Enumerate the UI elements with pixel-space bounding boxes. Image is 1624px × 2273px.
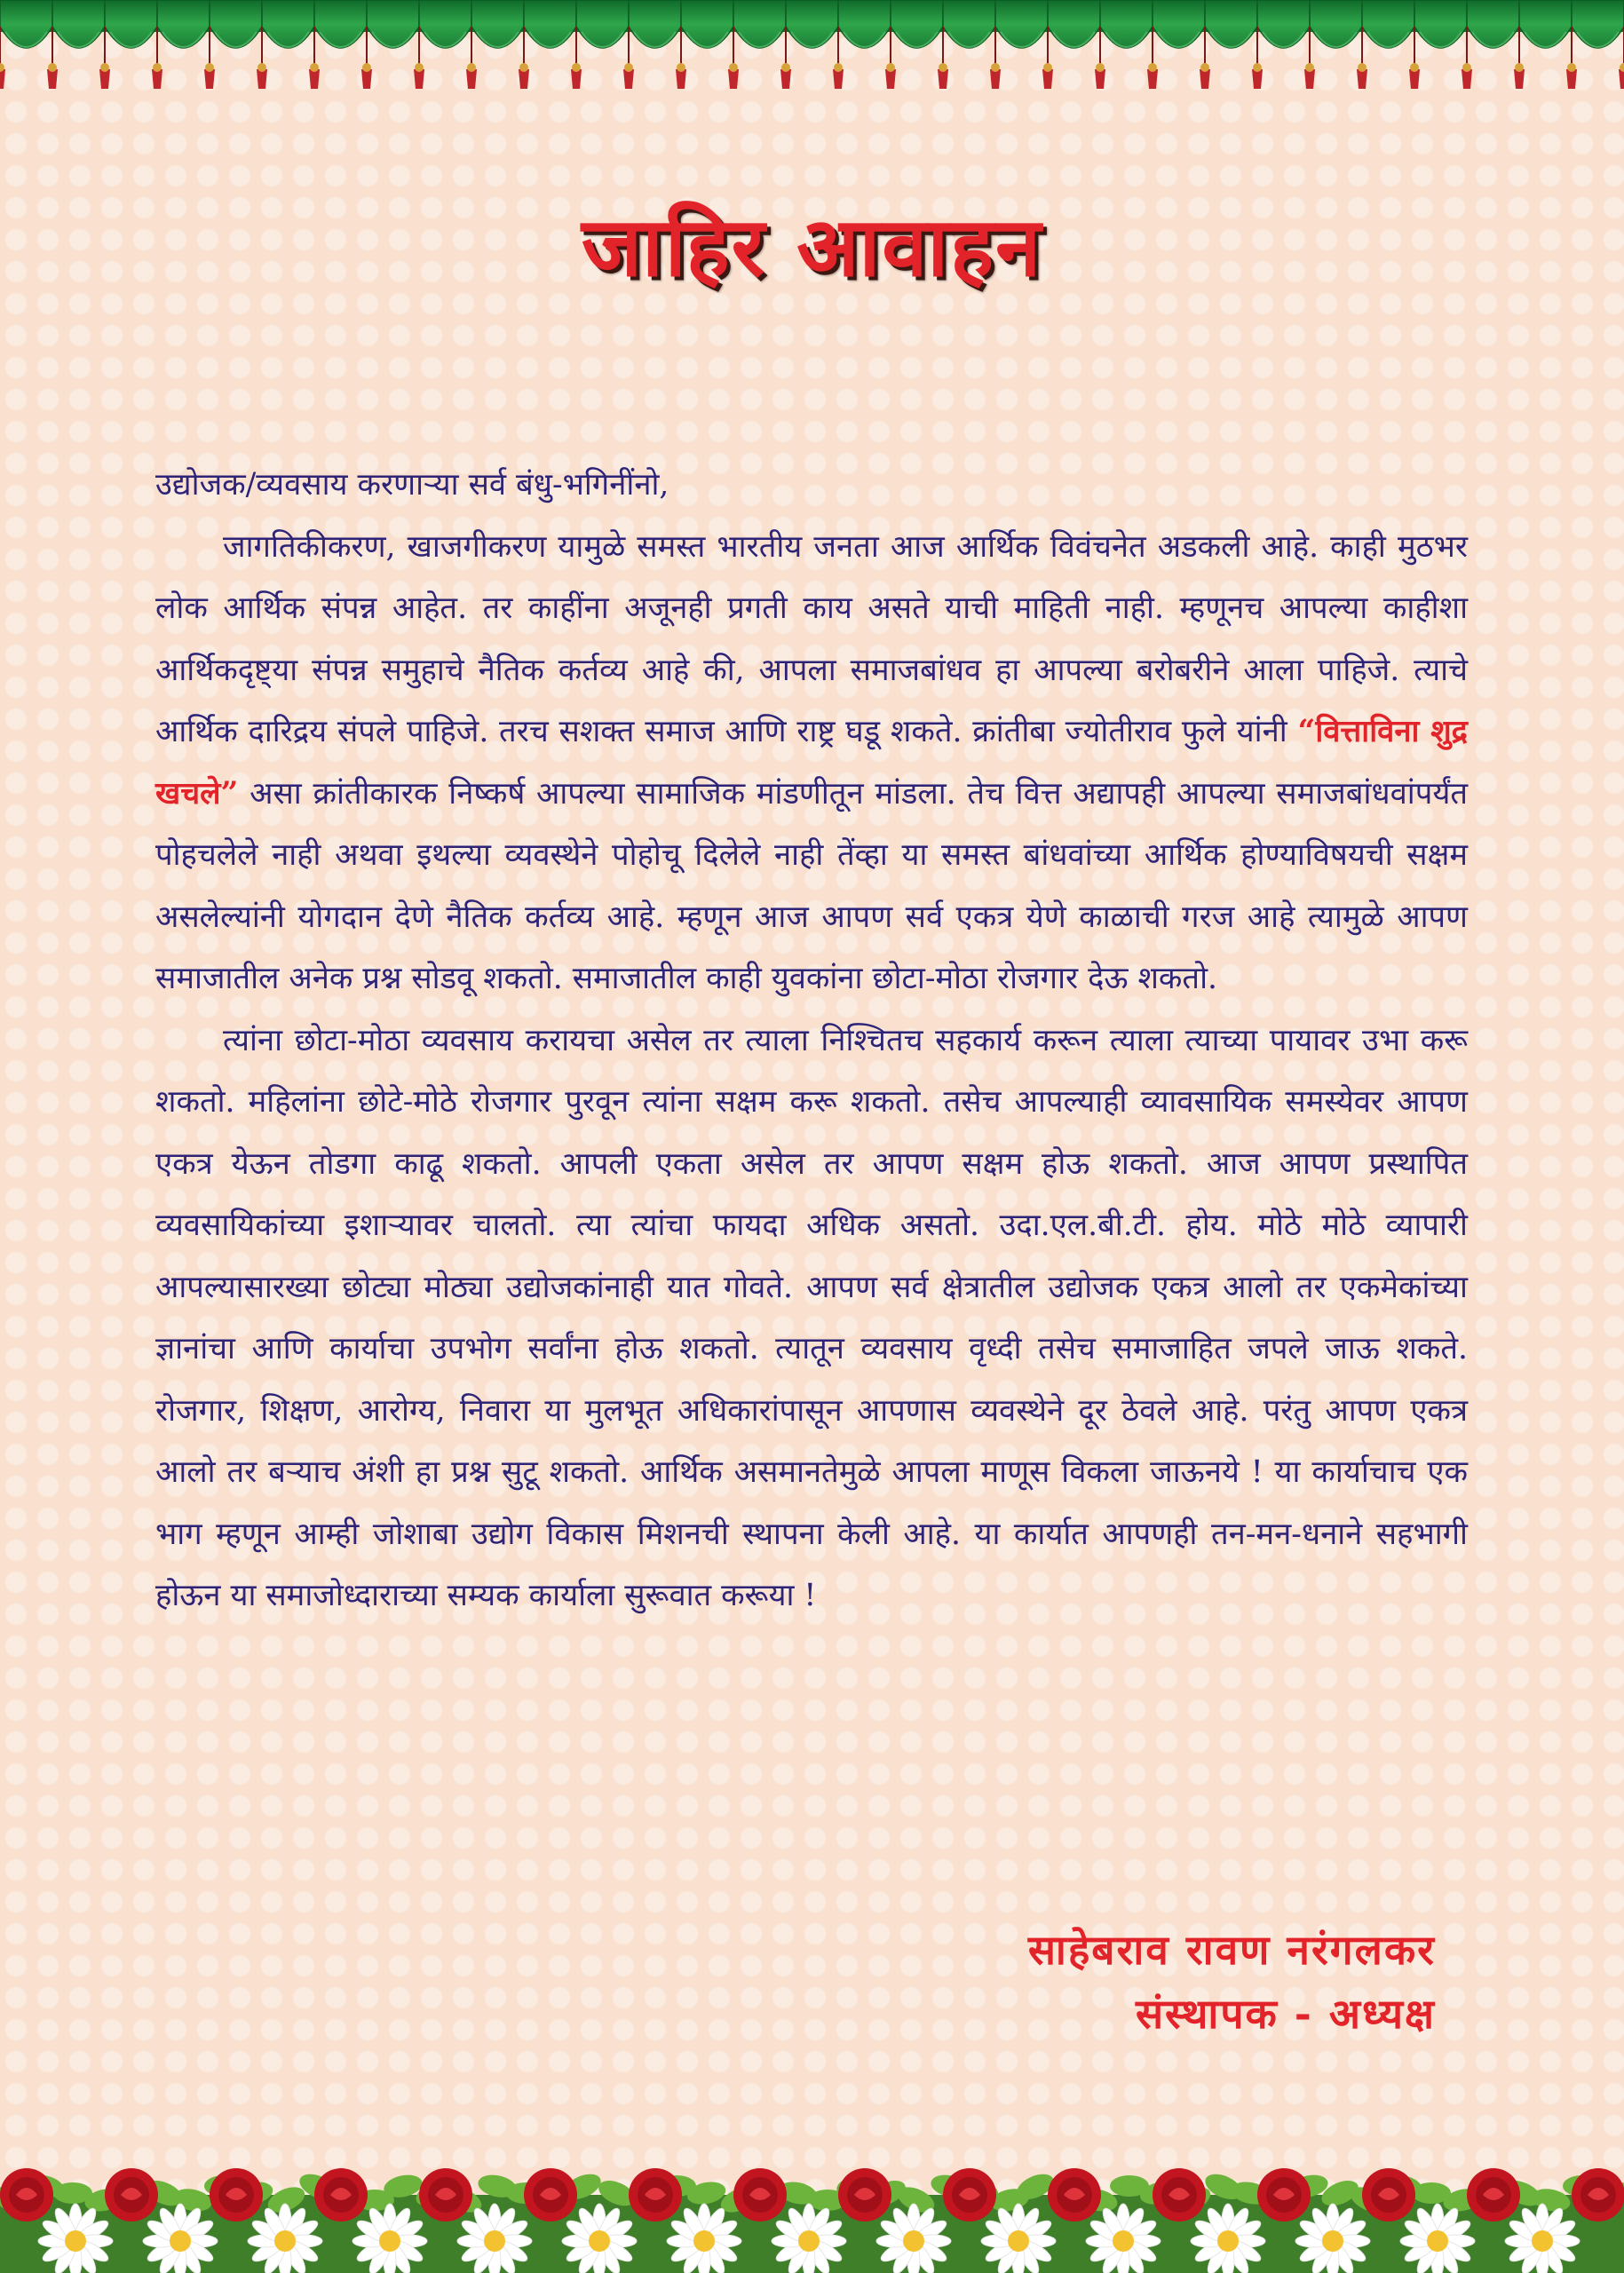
signatory-designation: संस्थापक - अध्यक्ष: [1135, 1990, 1436, 2038]
floral-border-decoration: [0, 2159, 1624, 2273]
signature-block: [1028, 1918, 1436, 2046]
green-drape-decoration: [0, 0, 1624, 98]
salutation: उद्योजक/व्यवसाय करणाऱ्या सर्व बंधु-भगिनींनो,: [155, 467, 669, 503]
paragraph-1: [155, 517, 1468, 1010]
page-title: जाहिर आवाहन: [581, 199, 1043, 295]
paragraph-1-part-b: असा क्रांतीकारक निष्कर्ष आपल्या सामाजिक मांडणीतून मांडला. तेच वित्त अद्यापही आपल्या समाजबांधवांपर्यंत पोहचलेले नाही अथवा इथल्या व्यवस्थेने पोहोचू दिलेले नाही तेंव्हा या समस्त बांधवांच्या आर्थिक होण्याविषयची सक्षम असलेल्यांनी योगदान देणे नैतिक कर्तव्य आहे. म्हणून आज आपण सर्व एकत्र येणे काळाची गरज आहे त्यामुळे आपण समाजातील अनेक प्रश्न सोडवू शकतो. समाजातील काही युवकांना छोटा-मोठा रोजगार देऊ शकतो.: [155, 775, 1469, 996]
signatory-name: साहेबराव रावण नरंगलकर: [1027, 1926, 1436, 1974]
paragraph-1-part-a: जागतिकीकरण, खाजगीकरण यामुळे समस्त भारतीय जनता आज आर्थिक विवंचनेत अडकली आहे. काही मुठभर लोक आर्थिक संपन्न आहेत. तर काहींना अजूनही प्रगती काय असते याची माहिती नाही. म्हणूनच आपल्या काहीशा आर्थिकदृष्ट्या संपन्न समुहाचे नैतिक कर्तव्य आहे की, आपला समाजबांधव हा आपल्या बरोबरीने आला पाहिजे. त्याचे आर्थिक दारिद्रय संपले पाहिजे. तरच सशक्त समाज आणि राष्ट्र घडू शकते. क्रांतीबा ज्योतीराव फुले यांनी: [155, 528, 1468, 749]
phule-quote: “वित्ताविना शुद्र खचले”: [155, 714, 1468, 812]
letter-body: [155, 455, 1468, 1628]
paragraph-2: त्यांना छोटा-मोठा व्यवसाय करायचा असेल तर त्याला निश्चितच सहकार्य करून त्याला त्याच्या पायावर उभा करू शकतो. महिलांना छोटे-मोठे रोजगार पुरवून त्यांना सक्षम करू शकतो. तसेच आपल्याही व्यावसायिक समस्येवर आपण एकत्र येऊन तोडगा काढू शकतो. आपली एकता असेल तर आपण सक्षम होऊ शकतो. आज आपण प्रस्थापित व्यवसायिकांच्या इशाऱ्यावर चालतो. त्या त्यांचा फायदा अधिक असतो. उदा.एल.बी.टी. होय. मोठे मोठे व्यापारी आपल्यासारख्या छोट्या मोठ्या उद्योजकांनाही यात गोवते. आपण सर्व क्षेत्रातील उद्योजक एकत्र आलो तर एकमेकांच्या ज्ञानांचा आणि कार्याचा उपभोग सर्वांना होऊ शकतो. त्यातून व्यवसाय वृध्दी तसेच समाजाहित जपले जाऊ शकते. रोजगार, शिक्षण, आरोग्य, निवारा या मुलभूत अधिकारांपासून आपणास व्यवस्थेने दूर ठेवले आहे. परंतु आपण एकत्र आलो तर बऱ्याच अंशी हा प्रश्न सुटू शकतो. आर्थिक असमानतेमुळे आपला माणूस विकला जाऊनये ! या कार्याचाच एक भाग म्हणून आम्ही जोशाबा उद्योग विकास मिशनची स्थापना केली आहे. या कार्यात आपणही तन-मन-धनाने सहभागी होऊन या समाजोध्दाराच्या सम्यक कार्याला सुरूवात करूया !: [155, 1022, 1468, 1613]
